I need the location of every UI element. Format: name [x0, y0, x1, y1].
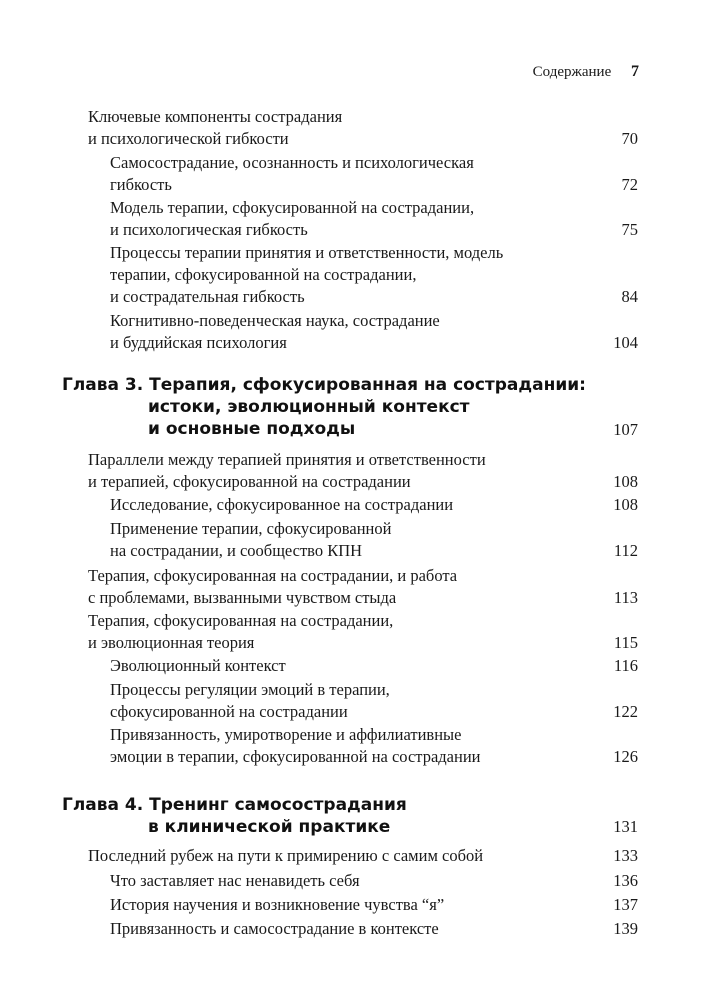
toc-entry-text: терапии, сфокусированной на сострадании,	[110, 265, 417, 284]
toc-entry-text: с проблемами, вызванными чувством стыда	[88, 588, 397, 607]
toc-page-number: 115	[613, 633, 638, 652]
toc-entry	[88, 610, 393, 654]
toc-entry-text: Применение терапии, сфокусированной	[110, 519, 392, 538]
toc-entry	[110, 655, 286, 677]
chapter-title-line: в клинической практике	[148, 817, 391, 837]
toc-entry-text: и психологическая гибкость	[110, 220, 308, 239]
toc-entry	[110, 894, 444, 916]
toc-entry	[110, 870, 360, 892]
toc-entry	[110, 242, 503, 308]
toc-entry-text: Ключевые компоненты сострадания	[88, 107, 343, 126]
chapter-title-line: Глава 3. Терапия, сфокусированная на сострадании:	[62, 375, 586, 395]
toc-entry-text: сфокусированной на сострадании	[110, 702, 348, 721]
toc-entry-text: Привязанность, умиротворение и аффилиативные	[110, 725, 462, 744]
toc-page-number: 116	[613, 656, 638, 675]
toc-entry-text: Параллели между терапией принятия и ответственности	[88, 450, 486, 469]
toc-entry-text: и сострадательная гибкость	[110, 287, 305, 306]
toc-page-number: 108	[613, 495, 638, 514]
toc-entry-text: Привязанность и самосострадание в контексте	[110, 919, 439, 938]
toc-page-number: 84	[621, 287, 638, 306]
toc-page-number: 133	[613, 846, 638, 865]
toc-entry	[110, 494, 453, 516]
running-header-page-number: 7	[631, 63, 639, 80]
toc-entry-text: Процессы регуляции эмоций в терапии,	[110, 680, 390, 699]
running-header	[64, 62, 639, 82]
toc-entry-text: Что заставляет нас ненавидеть себя	[110, 871, 360, 890]
toc-entry-text: Самосострадание, осознанность и психологическая	[110, 153, 474, 172]
toc-page-number: 104	[613, 333, 638, 352]
chapter-title-line: Глава 4. Тренинг самосострадания	[62, 795, 407, 815]
toc-entry-text: и эволюционная теория	[88, 633, 255, 652]
toc-entry-text: Терапия, сфокусированная на сострадании, и работа	[88, 566, 458, 585]
toc-entry-text: Эволюционный контекст	[110, 656, 286, 675]
toc-page-number: 72	[621, 175, 638, 194]
toc-entry-text: и терапией, сфокусированной на сострадании	[88, 472, 411, 491]
toc-chapter-heading	[62, 374, 586, 440]
toc-entry-text: Модель терапии, сфокусированной на сострадании,	[110, 198, 475, 217]
toc-entry	[110, 197, 474, 241]
toc-chapter-heading	[62, 794, 407, 838]
toc-entry-text: Последний рубеж на пути к примирению с самим собой	[88, 846, 484, 865]
toc-entry-text: на сострадании, и сообщество КПН	[110, 541, 363, 560]
toc-entry	[88, 106, 342, 150]
toc-page-number: 113	[613, 588, 638, 607]
chapter-title-line: и основные подходы	[148, 419, 356, 439]
toc-entry-text: и буддийская психология	[110, 333, 287, 352]
toc-entry-text: Исследование, сфокусированное на сострадании	[110, 495, 454, 514]
toc-page-number: 136	[613, 871, 638, 890]
running-header-section: Содержание	[532, 64, 612, 80]
toc-entry-text: и психологической гибкости	[88, 129, 289, 148]
chapter-title-line: истоки, эволюционный контекст	[148, 397, 470, 417]
toc-entry	[110, 152, 474, 196]
toc-entry-text: История научения и возникновение чувства “я”	[110, 895, 445, 914]
toc-page-number: 137	[613, 895, 638, 914]
toc-entry	[88, 845, 483, 867]
toc-page-number: 70	[621, 129, 638, 148]
toc-entry-text: гибкость	[110, 175, 172, 194]
toc-page-number: 139	[613, 919, 638, 938]
toc-page-number: 126	[613, 747, 638, 766]
toc-page-number: 131	[613, 817, 638, 836]
toc-page-number: 107	[613, 420, 638, 439]
toc-entry	[110, 918, 439, 940]
toc-entry-text: эмоции в терапии, сфокусированной на сострадании	[110, 747, 481, 766]
toc-entry	[88, 449, 486, 493]
toc-entry	[110, 679, 390, 723]
toc-entry-text: Терапия, сфокусированная на сострадании,	[88, 611, 394, 630]
toc-entry	[110, 724, 481, 768]
toc-page-number: 75	[621, 220, 638, 239]
toc-entry	[110, 518, 391, 562]
toc-entry-text: Процессы терапии принятия и ответственности, модель	[110, 243, 504, 262]
toc-page-number: 122	[613, 702, 638, 721]
toc-entry	[110, 310, 440, 354]
toc-page-number: 108	[613, 472, 638, 491]
toc-entry-text: Когнитивно-поведенческая наука, сострадание	[110, 311, 440, 330]
toc-page-number: 112	[613, 541, 638, 560]
toc-entry	[88, 565, 457, 609]
